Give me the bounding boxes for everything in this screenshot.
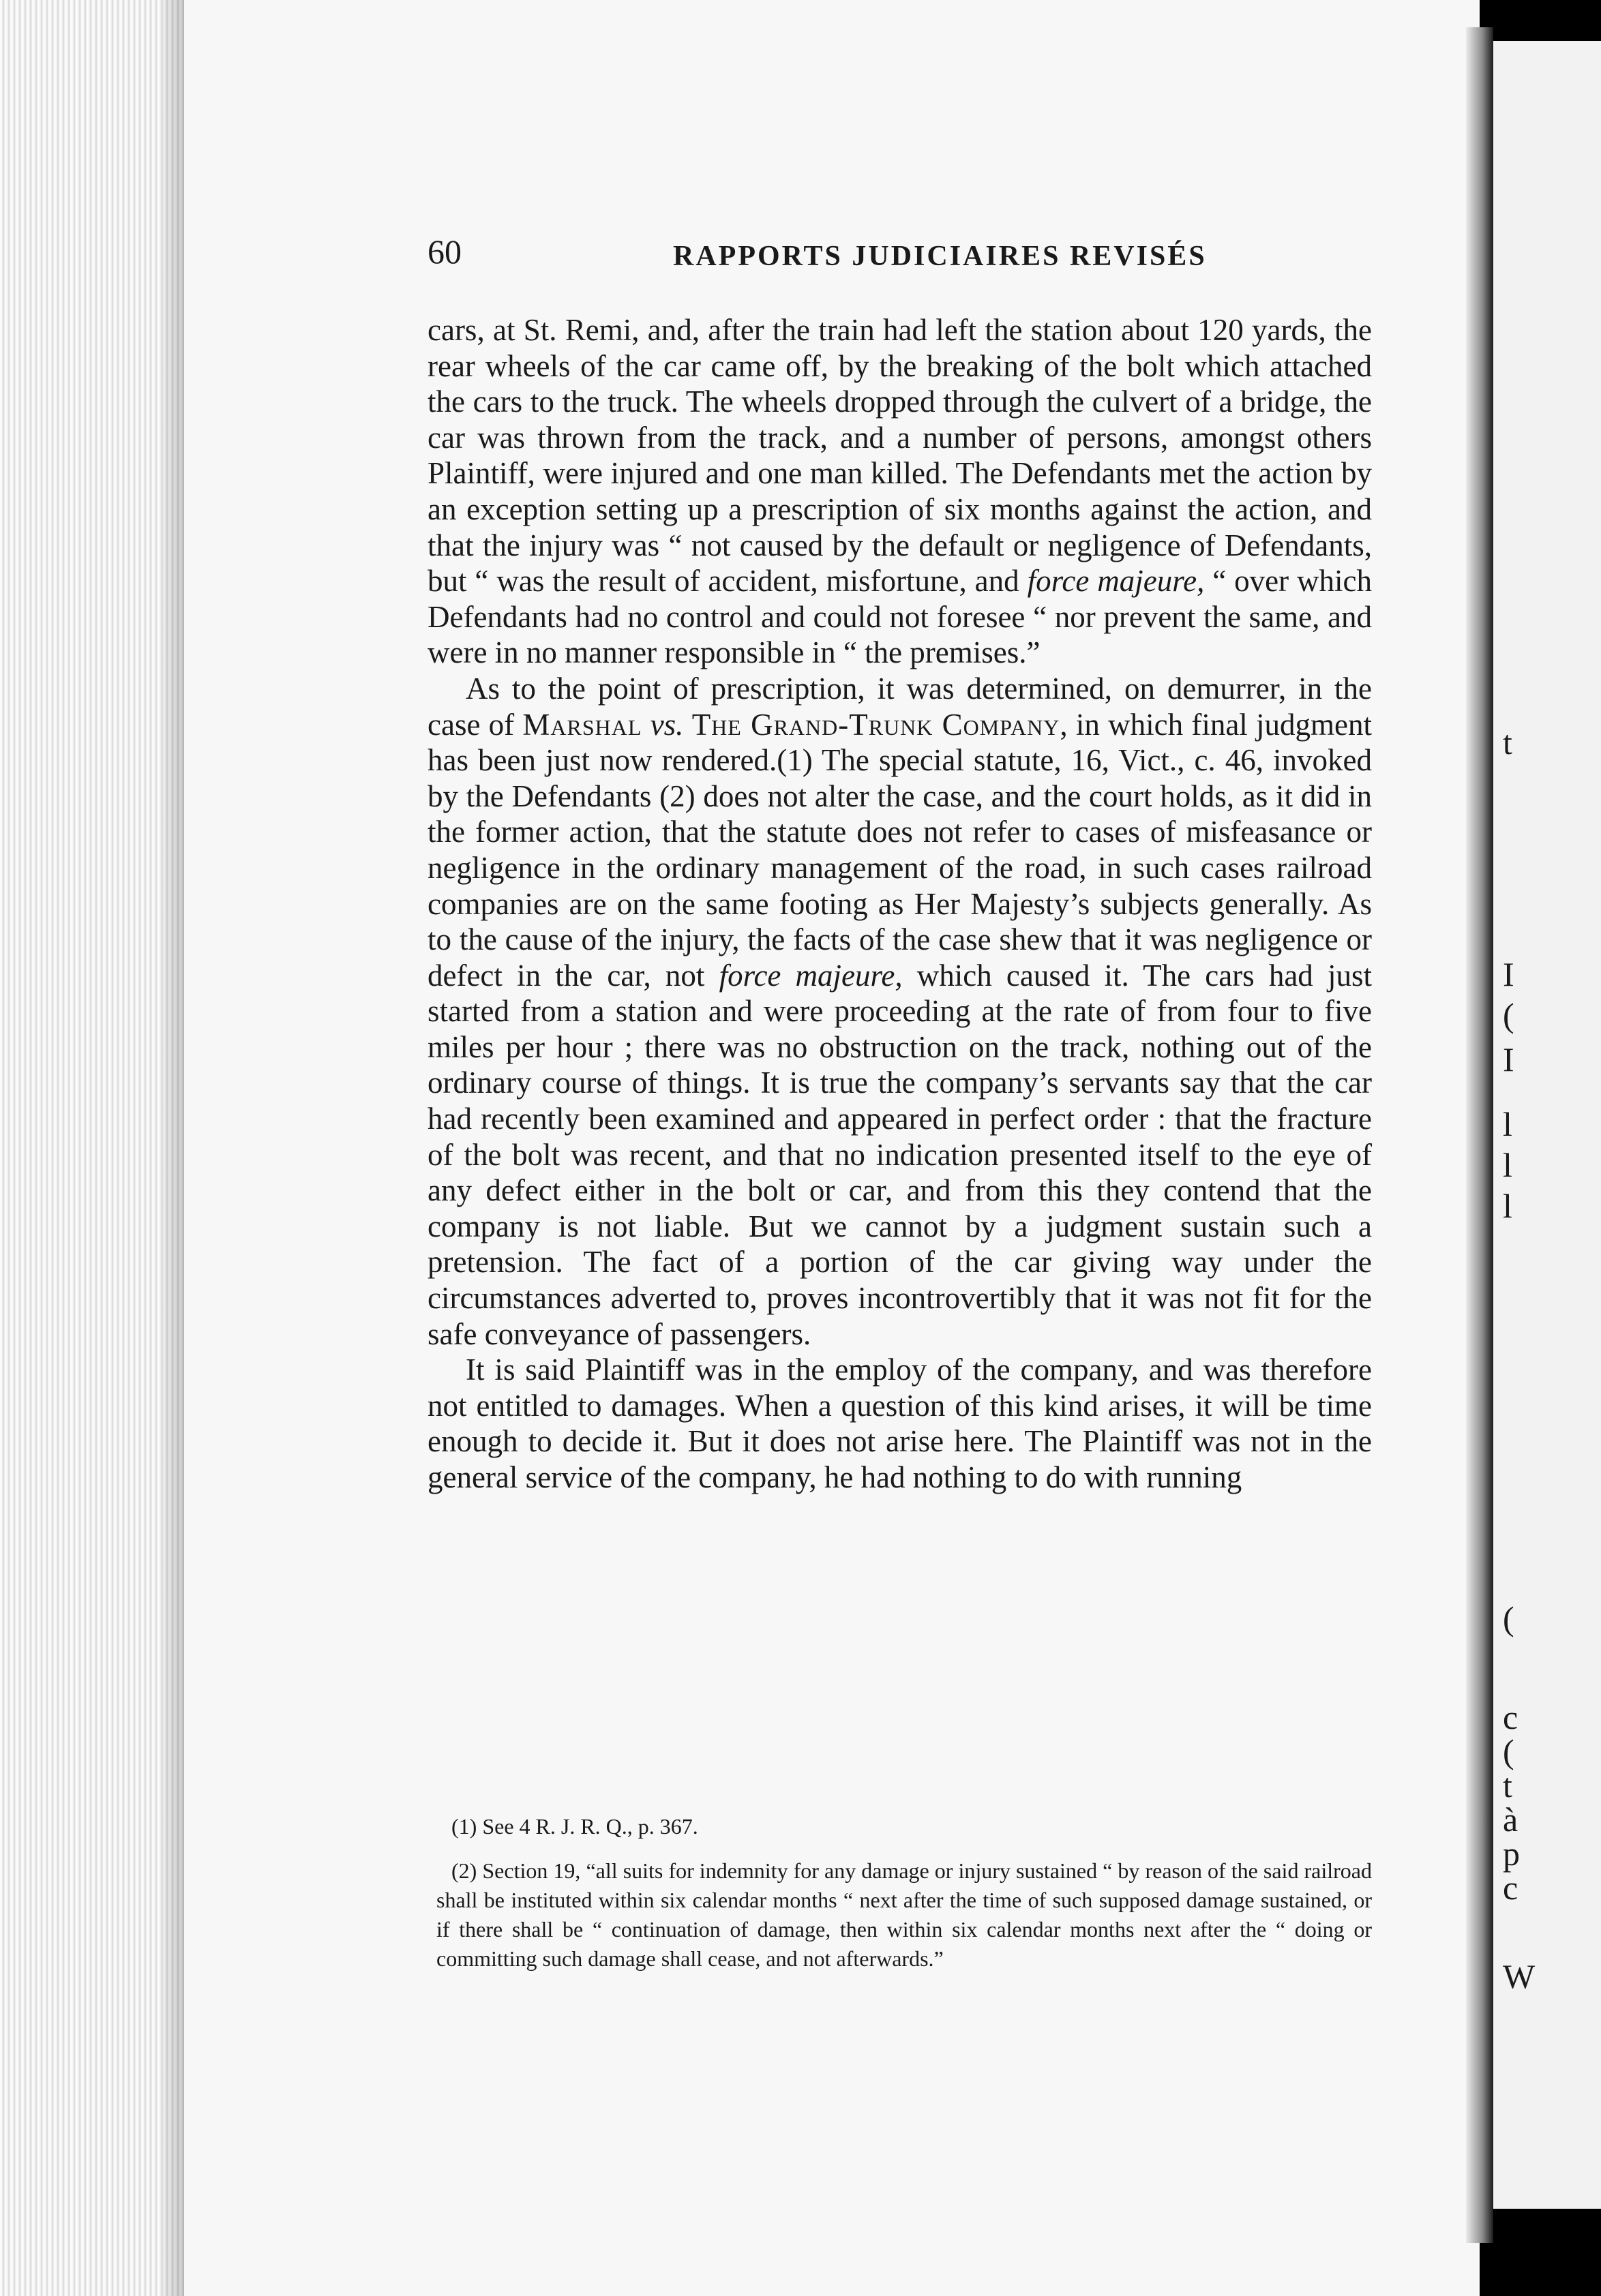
binding-gutter xyxy=(0,0,184,2296)
text-run: , in which final judgment has been just now rendered.(1) The special statute, 16, Vict., c. 46, invoked by the Defendants (2) does not alter the case, and the court holds, as it did in the former action, that the statute does not refer to cases of misfeasance or negligence in the ordinary management of the road, in such cases railroad companies are on the same footing as Her Majesty’s subjects generally. As to the cause of the injury, the facts of the case shew that it was negligence or defect in the car, not xyxy=(428,707,1373,993)
facing-fragment: c xyxy=(1503,1869,1518,1907)
text-run: “ over which Defendants had no control and could not foresee “ nor prevent the same, and were in no manner responsible in “ the premises.” xyxy=(428,564,1373,670)
paragraph xyxy=(428,312,1372,671)
page-number: 60 xyxy=(428,232,462,271)
facing-fragment: I xyxy=(1503,955,1514,993)
page-fold xyxy=(1466,27,1493,2243)
text-run: As to the point of prescription, it was determined, on demurrer, in the case of xyxy=(428,671,1372,742)
facing-page-edge xyxy=(1493,41,1601,2209)
italic-term: force majeure, xyxy=(1027,564,1205,599)
running-head: RAPPORTS JUDICIAIRES REVISÉS xyxy=(673,241,1207,272)
case-party: Marshal xyxy=(522,707,642,742)
facing-fragment: I xyxy=(1503,1040,1514,1078)
facing-fragment: l xyxy=(1503,1105,1512,1143)
paragraph xyxy=(428,671,1372,1352)
page-header xyxy=(428,232,1372,280)
facing-fragment: à xyxy=(1503,1800,1518,1839)
italic-term: force majeure, xyxy=(719,958,903,993)
footnotes xyxy=(436,1812,1372,1974)
footnote-2: (2) Section 19, “all suits for indemnity for any damage or injury sustained “ by reason of the said railroad shall be instituted within six calendar months “ next after the time of such supposed damage sustained, or if there shall be “ continuation of damage, then within six calendar months next after the “ doing or committing such damage shall cease, and not afterwards.” xyxy=(436,1858,1372,1971)
italic-term: vs. xyxy=(650,707,684,742)
facing-fragment: t xyxy=(1503,1766,1512,1804)
case-party: The Grand-Trunk Company xyxy=(691,707,1060,742)
facing-fragment: l xyxy=(1503,1187,1512,1225)
facing-fragment: p xyxy=(1503,1834,1520,1873)
facing-fragment: l xyxy=(1503,1146,1512,1184)
facing-fragment: ( xyxy=(1503,996,1514,1034)
facing-fragment: c xyxy=(1503,1698,1518,1736)
facing-fragment: ( xyxy=(1503,1599,1514,1637)
body-text xyxy=(428,312,1372,1496)
footnote-1: (1) See 4 R. J. R. Q., p. 367. xyxy=(451,1814,698,1839)
text-run: cars, at St. Remi, and, after the train had left the station about 120 yards, the rear wheels of the car came off, by the breaking of the bolt which attached the cars to the truck. The wheels dropped through the culvert of a bridge, the car was thrown from the track, and a number of persons, amongst others Plaintiff, were injured and one man killed. The Defendants met the action by an exception setting up a prescription of six months against the action, and that the injury was “ not caused by the default or negligence of Defendants, but “ was the result of accident, misfortune, and xyxy=(428,313,1372,599)
facing-fragment: W xyxy=(1503,1957,1536,1995)
facing-fragment: ( xyxy=(1503,1732,1514,1770)
text-run: which caused it. The cars had just started from a station and were proceeding at the rate of from four to five miles per hour ; there was no obstruction on the track, nothing out of the ordinary course of things. It is true the company’s servants say that the car had recently been examined and appeared in perfect order : that the fracture of the bolt was recent, and that no indication presented itself to the eye of any defect either in the bolt or car, and from this they contend that the company is not liable. But we cannot by a judgment sustain such a pretension. The fact of a portion of the car giving way under the circumstances adverted to, proves incontrovertibly that it was not fit for the safe conveyance of passengers. xyxy=(428,958,1372,1351)
paragraph: It is said Plaintiff was in the employ of the company, and was therefore not entitled to damages. When a question of this kind arises, it will be time enough to decide it. But it does not arise here. The Plaintiff was not in the general service of the company, he had nothing to do with running xyxy=(428,1353,1372,1494)
facing-fragment: t xyxy=(1503,723,1512,761)
